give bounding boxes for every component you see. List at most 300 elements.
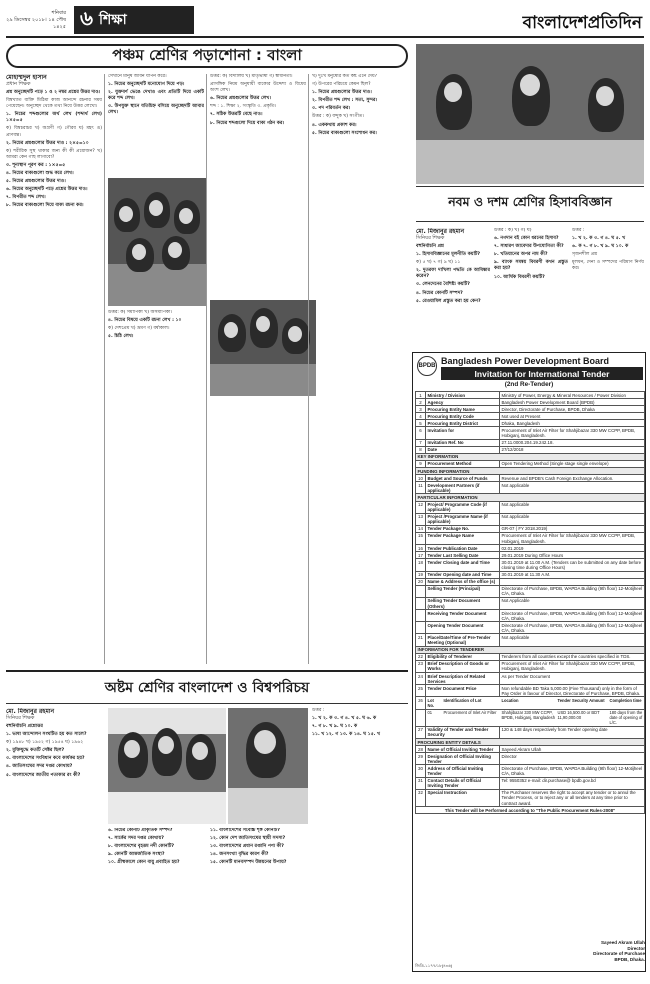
tender-cell: Selling Tender (Principal) xyxy=(426,585,500,597)
signer-place: BPDB, Dhaka. xyxy=(614,956,645,962)
photo-face xyxy=(168,242,182,258)
accounting-col1-paragraph: ২. দুতরফা দাখিলা পদ্ধতি কে আবিষ্কার করেন? xyxy=(416,268,490,280)
tender-cell xyxy=(416,597,426,609)
tender-cell: Directorate of Purchase, BPDB, WAPDA Building (9th floor) 12-Motijheel C/A, Dhaka. xyxy=(500,765,645,777)
tender-cell: The Purchaser reserves the right to accept any tender or to annul the Tender Process, or to reject any or all tenders at any time prior to contract award. xyxy=(500,789,645,806)
bangla-col2b-paragraph: ৫. চিঠি লেখ। xyxy=(108,334,134,340)
tender-row xyxy=(416,777,645,789)
tender-org: Bangladesh Power Development Board xyxy=(441,356,610,366)
accounting-col3-paragraph: ৬. ক ৭. গ ৮. খ ৯. ঘ ১০. ক xyxy=(572,244,629,250)
tender-cell: Tender Closing date and Time xyxy=(426,559,500,571)
tender-cell: 27.11.0000.204.19.242.18. xyxy=(500,439,645,446)
photo-face xyxy=(288,326,302,342)
geo-col3-paragraph: ১৪. জনসংখ্যা বৃদ্ধির কারণ কী? xyxy=(210,852,269,858)
accounting-col-2 xyxy=(494,228,568,348)
tender-footer xyxy=(415,940,645,969)
bangla-col1-paragraph: বিশ্বখ্যাত ব্যক্তি মিঠিমা কাজ আনন্দে রচনার সময় পেয়েছেন। অনুচ্ছেদ থেকে তথ্য নিয়ে উত্তর লেখো। xyxy=(6,98,102,110)
accounting-col2-paragraph: ৯. ব্যাংক সমন্বয় বিবরণী কখন প্রস্তুত করা হয়? xyxy=(494,260,568,272)
tender-cell: Revenue and BPDB's Cash Foreign Exchange Allocation. xyxy=(500,475,645,482)
issue-date: ২৯ ডিসেম্বর ২০১৮। ১৪ পৌষ ১৪২৫ xyxy=(6,17,66,30)
geo-col2-paragraph: ৮. বাংলাদেশের বৃহত্তম নদী কোনটি? xyxy=(108,844,175,850)
tender-cell: 7 xyxy=(416,439,426,446)
photo-desk xyxy=(228,788,308,824)
tender-cell: Special Instruction xyxy=(426,789,500,806)
student-writing-photo xyxy=(228,708,308,824)
tender-cell: 13 xyxy=(416,513,426,525)
photo-face xyxy=(149,200,163,216)
accounting-col-1-body xyxy=(416,244,490,305)
tender-cell: 30 xyxy=(416,765,426,777)
tender-cell: 17 xyxy=(416,552,426,559)
tender-section-label: FUNDING INFORMATION xyxy=(416,468,645,475)
tender-cell xyxy=(426,697,645,709)
bangla-col3-paragraph: উত্তর: ক) বিদ্যালয় খ) মাতৃভাষা গ) স্বাধীনতা। xyxy=(210,74,293,79)
tender-table xyxy=(415,391,645,814)
tender-footer-note-row xyxy=(416,807,645,814)
bangla-col3-paragraph: প্রাসঙ্গিক নিয়ম অনুযায়ী বাক্যের উদ্দেশ্য ও বিধেয় অংশ লেখ। xyxy=(210,82,306,94)
accounting-col2-paragraph: উত্তর : ক) খ) গ) ঘ) xyxy=(494,228,532,233)
tender-row xyxy=(416,559,645,571)
bangla-col1-paragraph: ১. নিচের শব্দগুলোর অর্থ লেখ (শব্দার্থ লেখ) ১×৫=৫ xyxy=(6,112,102,124)
tender-cell: Procuring Entity Code xyxy=(426,413,500,420)
tender-cell: Directorate of Purchase, BPDB, WAPDA Building (9th floor) 12-Motijheel C/A, Dhaka. xyxy=(500,622,645,634)
bangla-col-3-body xyxy=(210,74,306,127)
section-tag xyxy=(74,6,194,34)
tender-row xyxy=(416,446,645,453)
tender-lot-row xyxy=(416,709,645,726)
geo-author-role: সিনিয়র শিক্ষক xyxy=(6,715,35,721)
tender-cell: Selling Tender Document (Others) xyxy=(426,597,500,609)
tender-cell: Tender Package Name xyxy=(426,532,500,544)
geo-col3-paragraph: ১৩. বাংলাদেশের প্রধান রপ্তানি পণ্য কী? xyxy=(210,844,284,850)
exam-hall-photo xyxy=(416,44,644,184)
tender-lot-field: Lot No. xyxy=(427,697,435,708)
tender-cell: 29 xyxy=(416,753,426,765)
bangla-col2-paragraph: ১. নিচের অনুচ্ছেদটি মনোযোগ দিয়ে পড়। xyxy=(108,82,185,88)
tender-cell: Date xyxy=(426,446,500,453)
bangla-col4-paragraph: ৪. এককথায় প্রকাশ কর। xyxy=(312,122,357,128)
tender-header xyxy=(413,353,645,389)
tender-cell: Ministry of Power, Energy & Mineral Resources / Power Division xyxy=(500,392,645,399)
bangla-col3-paragraph: ৭. সঠিক উত্তরটি বেছে নাও। xyxy=(210,112,263,118)
tender-row xyxy=(416,610,645,622)
tender-row xyxy=(416,571,645,578)
tender-cell: 4 xyxy=(416,413,426,420)
tender-lot-field: USD 16,500.00 or BDT 11,90,000.00 xyxy=(557,710,600,721)
tender-cell: Dhaka, Bangladesh xyxy=(500,420,645,427)
tender-row xyxy=(416,653,645,660)
tender-lot-field: Identification of Lot xyxy=(443,697,482,703)
tender-cell: Not applicable xyxy=(500,482,645,494)
tender-cell: 11 xyxy=(416,482,426,494)
tender-section-row xyxy=(416,646,645,653)
tender-cell: Brief Description of Goods or Works xyxy=(426,660,500,672)
tender-cell xyxy=(416,622,426,634)
accounting-col-3-body xyxy=(572,228,644,273)
tender-cell: Budget and Source of Funds xyxy=(426,475,500,482)
tender-cell: 5 xyxy=(416,420,426,427)
tender-cell: Contact Details of Official Inviting Tender xyxy=(426,777,500,789)
tender-cell: Tel: 9550352 e-mail: dir.purchase@ bpdb.gov.bd xyxy=(500,777,645,789)
tender-row xyxy=(416,439,645,446)
accounting-col3-paragraph: উত্তর : xyxy=(572,228,585,233)
tender-lot-field: Completion time xyxy=(609,697,642,703)
bangla-col2-paragraph: সেখানে মানুষ জীবন যাপন করে। xyxy=(108,74,167,79)
tender-cell: 21 xyxy=(416,634,426,646)
bangla-col-2-body xyxy=(108,74,204,117)
geo-col-3-body xyxy=(210,828,306,866)
tender-section-row xyxy=(416,453,645,460)
tender-cell: Open Tendering Method (Single stage single envelope) xyxy=(500,460,645,467)
column-rule xyxy=(308,74,309,664)
bangla-col1-paragraph: ৬. নিচের অনুচ্ছেদটি পড়ে প্রশ্নের উত্তর দাও। xyxy=(6,187,88,193)
tender-cell: 23 xyxy=(416,660,426,672)
masthead xyxy=(6,4,644,38)
tender-cell: 10 xyxy=(416,475,426,482)
photo-face xyxy=(224,322,238,338)
tender-lot-field: Tender Security Amount xyxy=(557,697,605,703)
bangla-col-4-body xyxy=(312,74,408,137)
tender-subtitle: (2nd Re-Tender) xyxy=(504,381,554,388)
tender-cell: Procurement of Inlet Air Filter for Shahjibazar 330 MW CCPP, BPDB, Hobiganj, Bangladesh. xyxy=(500,660,645,672)
geo-col2-paragraph: ৯. কোনটি আন্তর্জাতিক সংস্থা? xyxy=(108,852,165,858)
accounting-col2-paragraph: ১০. আর্থিক বিবরণী কয়টি? xyxy=(494,274,545,280)
tender-row xyxy=(416,525,645,532)
signer-title: Director xyxy=(627,945,645,951)
geo-col2-paragraph: ৭. সার্কের সদর দপ্তর কোথায়? xyxy=(108,836,164,842)
accounting-author-role: সিনিয়র শিক্ষক xyxy=(416,235,445,241)
tender-cell: Opening Tender Document xyxy=(426,622,500,634)
girls-photo xyxy=(108,708,226,824)
classroom-photo xyxy=(108,178,206,306)
accounting-col1-paragraph: ৫. রেওয়ামিল প্রস্তুত করা হয় কেন? xyxy=(416,298,481,304)
tender-cell xyxy=(426,709,645,726)
date-block xyxy=(6,10,66,31)
signer-office: Directorate of Purchase xyxy=(593,951,645,957)
bangla-col2b-paragraph: ৪. নিচের বিষয়ে একটি রচনা লেখ : ১০ xyxy=(108,318,182,324)
tender-row xyxy=(416,673,645,685)
tender-cell: Tender Document Price xyxy=(426,685,500,697)
geo-col4-paragraph: ১১. খ ১২. গ ১৩. ক ১৪. ঘ ১৫. খ xyxy=(312,732,381,738)
accounting-col-3 xyxy=(572,228,644,348)
tender-lot-field: Location xyxy=(501,697,519,703)
issue-day: শনিবার xyxy=(51,10,66,16)
bangla-col2-paragraph: ৩. উপযুক্ত স্থানে যতিচিহ্ন বসিয়ে অনুচ্ছেদটি আবার লেখ। xyxy=(108,104,204,116)
tender-cell: Agency xyxy=(426,399,500,406)
tender-row xyxy=(416,460,645,467)
geo-col-4-body xyxy=(312,708,408,738)
bangla-col1-paragraph: ক) শরীরিক সুস্থ থাকার জন্য কী কী প্রয়োজন? খ) আমরা কেন গাছ লাগাবো? xyxy=(6,148,102,160)
bangla-col-1-body xyxy=(6,90,102,210)
tender-cell: Designation of Official Inviting Tender xyxy=(426,753,500,765)
bangla-author-role: প্রধান শিক্ষক xyxy=(6,81,31,87)
bangla-col4-paragraph: ২. বিপরীত শব্দ লেখ : সত্য, সুন্দর। xyxy=(312,98,378,104)
tender-cell: 26 xyxy=(416,697,426,709)
geo-col3-paragraph: ১৫. কোনটি মানবসম্পদ উন্নয়নের উপায়? xyxy=(210,860,287,866)
bangla-col1-paragraph: ক) বিশ্বচরাচর খ) অগ্রণী গ) গৌরব ঘ) মহৎ ঙ) প্রাণবন্ত। xyxy=(6,126,102,138)
bangla-col-2b-body xyxy=(108,310,204,340)
geo-col1-paragraph: ৫. বাংলাদেশের জাতীয় পতাকার রং কী? xyxy=(6,772,81,778)
tender-cell: Procurement of Inlet Air Filter for Shahjibazar 330 MW CCPP, BPDB, Hobiganj, Bangladesh. xyxy=(500,532,645,544)
tender-notice xyxy=(412,352,646,972)
geo-col1-paragraph: ৩. বাংলাদেশের সংবিধান কবে কার্যকর হয়? xyxy=(6,756,85,762)
photo-face xyxy=(444,82,462,102)
tender-row xyxy=(416,660,645,672)
accounting-col3-paragraph: মূলধন, দেনা ও সম্পদের পরিমাণ নির্ণয় কর। xyxy=(572,260,644,272)
tender-cell: Development Partners (if applicable) xyxy=(426,482,500,494)
bangla-col-2-top xyxy=(108,74,204,174)
tender-row xyxy=(416,634,645,646)
tender-cell: 16 xyxy=(416,545,426,552)
tender-cell: Tender Last Selling Date xyxy=(426,552,500,559)
column-rule xyxy=(206,74,207,664)
tender-cell: 29.01.2019 During Office Hours xyxy=(500,552,645,559)
students-photo xyxy=(210,300,316,396)
section-name: শিক্ষা xyxy=(99,12,127,28)
tender-cell: Not Applicable xyxy=(500,597,645,609)
tender-lot-field: Shahjibazar 330 MW CCPP, BPDB, Hobiganj, Bangladesh xyxy=(501,710,555,721)
tender-cell: 27 xyxy=(416,726,426,738)
bangla-col-4 xyxy=(312,74,408,664)
photo-face xyxy=(256,316,270,332)
tender-row xyxy=(416,482,645,494)
bangla-col4-paragraph: গ) উপরের পরিচয়ে কেমন ছিল? xyxy=(312,82,371,88)
accounting-col2-paragraph: ৮. খতিয়ানের অপর নাম কী? xyxy=(494,252,548,258)
bangla-col4-paragraph: উত্তর : ক) বন্দুক খ) সংগীত। xyxy=(312,114,364,120)
tender-row xyxy=(416,475,645,482)
bangla-col4-paragraph: ১. নিচের প্রশ্নগুলোর উত্তর দাও। xyxy=(312,90,372,96)
photo-face xyxy=(119,206,133,222)
tender-cell xyxy=(500,578,645,585)
geo-author: মো. মিজানুর রহমান xyxy=(6,708,55,715)
tender-cell: Brief Description of Related Services xyxy=(426,673,500,685)
bangla-col4-paragraph: ৩. পদ পরিবর্তন কর। xyxy=(312,106,351,112)
photo-uniforms xyxy=(108,792,226,824)
accounting-col1-paragraph: ১. হিসাববিজ্ঞানের মূলনীতি কয়টি? xyxy=(416,252,481,258)
tender-cell: Address of Official Inviting Tender xyxy=(426,765,500,777)
geo-col2-paragraph: ৬. নিচের কোনটি প্রাকৃতিক সম্পদ? xyxy=(108,828,173,833)
accounting-col-2-body xyxy=(494,228,568,281)
accounting-col1-paragraph: বহুনির্বাচনি প্রশ্ন xyxy=(416,244,444,249)
tender-section-label: KEY INFORMATION xyxy=(416,453,645,460)
tender-cell: Director, Directorate of Purchase, BPDB, Dhaka xyxy=(500,406,645,413)
tender-row xyxy=(416,532,645,544)
tender-cell: Director xyxy=(500,753,645,765)
tender-cell: 30.01.2019 at 11.30 A.M. xyxy=(500,571,645,578)
tender-cell: 28 xyxy=(416,746,426,753)
signer-name: Sayeed Akram Ullah xyxy=(600,940,645,946)
tender-row xyxy=(416,685,645,697)
accounting-author: মো. মিজানুর রহমান xyxy=(416,228,465,235)
tender-row xyxy=(416,552,645,559)
tender-row xyxy=(416,789,645,806)
accounting-col2-paragraph: ৭. সাধারণ জাবেদার উপযোগিতা কী? xyxy=(494,244,564,250)
tender-row xyxy=(416,406,645,413)
tender-cell: As per Tender Document xyxy=(500,673,645,685)
geo-col4-paragraph: উত্তর : xyxy=(312,708,325,713)
bangla-col3-paragraph: ৮. নিচের শব্দগুলো দিয়ে বাক্য গঠন কর। xyxy=(210,120,285,126)
tender-row xyxy=(416,622,645,634)
geo-col1-paragraph: ২. মুক্তিযুদ্ধে কতটি সেক্টর ছিল? xyxy=(6,748,65,754)
geo-col3-paragraph: ১২. কোন দেশ জাতিসংঘের স্থায়ী সদস্য? xyxy=(210,836,286,842)
bangla-col4-paragraph: ৫. নিচের বাক্যগুলো সংশোধন কর। xyxy=(312,130,377,136)
geo-col-2-body xyxy=(108,828,204,866)
accounting-col-1 xyxy=(416,228,490,348)
tender-cell: 32 xyxy=(416,789,426,806)
photo-face xyxy=(254,730,276,754)
tender-cell: 120 & 148 days respectively from Tender opening date xyxy=(500,726,645,738)
page-number: ৬ xyxy=(80,5,94,30)
geo-col-1 xyxy=(6,708,102,978)
tender-section-row xyxy=(416,494,645,501)
tender-cell: 8 xyxy=(416,446,426,453)
geo-col-2 xyxy=(108,828,204,978)
photo-desks xyxy=(108,264,206,306)
tender-row xyxy=(416,501,645,513)
bangla-col3-paragraph: শব্দ : ১. শিক্ষা ২. সংস্কৃতি ৩. প্রকৃতি। xyxy=(210,104,277,110)
tender-cell: Project/ Programme Code (if applicable) xyxy=(426,501,500,513)
accounting-col1-paragraph: ৪. নিচের কোনটি সম্পদ? xyxy=(416,290,463,296)
tender-section-label: INFORMATION FOR TENDERER xyxy=(416,646,645,653)
tender-cell: Procuring Entity District xyxy=(426,420,500,427)
tender-row xyxy=(416,399,645,406)
bangla-col2b-paragraph: উত্তর: ক) সমাপিকা খ) অসমাপিকা। xyxy=(108,310,173,315)
tender-cell xyxy=(416,585,426,597)
bangla-col1-paragraph: ৫. নিচের প্রশ্নগুলোর উত্তর দাও। xyxy=(6,179,66,185)
tender-cell: Tender Publication Date xyxy=(426,545,500,552)
bangla-col1-paragraph: প্রশ্ন অনুচ্ছেদটি পড়ে ১ ও ২ নম্বর প্রশ্নের উত্তর দাও। xyxy=(6,90,101,95)
tender-cell: Name of Official Inviting Tender xyxy=(426,746,500,753)
tender-row xyxy=(416,746,645,753)
bangla-col1-paragraph: ৪. নিচের বাক্যগুলো শুদ্ধ করে লেখ। xyxy=(6,171,74,177)
photo-face xyxy=(132,244,146,260)
tender-cell: 20 xyxy=(416,578,426,585)
tender-row xyxy=(416,413,645,420)
tender-cell: GR-07 ( FY 2018.2019) xyxy=(500,525,645,532)
tender-cell: Place/Date/Time of Pre-Tender Meeting (Optional) xyxy=(426,634,500,646)
tender-section-label: PROCURING ENTITY DETAILS xyxy=(416,739,645,746)
tender-cell: Not applicable xyxy=(500,501,645,513)
tender-cell: Procuring Entity Name xyxy=(426,406,500,413)
tender-cell xyxy=(416,610,426,622)
bangla-col-2-bottom xyxy=(108,310,204,664)
tender-section-row xyxy=(416,468,645,475)
logo-emblem-icon: BPDB xyxy=(417,356,437,376)
tender-cell: 27/12/2018 xyxy=(500,446,645,453)
tender-cell: 2 xyxy=(416,399,426,406)
tender-footer-note: This Tender will be Performed according to "The Public Procurement Rules-2008" xyxy=(416,807,645,814)
tender-cell: Eligibility of Tenderer xyxy=(426,653,500,660)
geo-col1-paragraph: ১. ভাষা আন্দোলন সংঘটিত হয় কত সালে? xyxy=(6,732,87,738)
tender-cell: 12 xyxy=(416,501,426,513)
ad-code: জিডি-১১৭৭/১৮(৪×৬) xyxy=(415,963,453,969)
photo-face xyxy=(192,742,208,760)
bangla-col1-paragraph: ৩. শূন্যস্থান পূরণ কর : ১×৫=৫ xyxy=(6,162,66,168)
tender-lot-field: Procurement of Inlet Air Filter xyxy=(443,710,497,716)
tender-cell: Project /Programme Name (if applicable) xyxy=(426,513,500,525)
bangla-author: মোহাম্মদুল হাসান xyxy=(6,74,47,81)
tender-row xyxy=(416,726,645,738)
tender-cell: Non refundable BD Taka 5,000.00 (Five Thousand) only in the form of Pay Order in favour of Director, Directorate of Purchase, BPDB, Dhaka. xyxy=(500,685,645,697)
tender-cell: Tender Package No. xyxy=(426,525,500,532)
tender-cell: 30.01.2019 at 11.00 A.M. (Tenders can be submitted on any date before closing time during Office Hours) xyxy=(500,559,645,571)
tender-cell: 9 xyxy=(416,460,426,467)
tender-cell xyxy=(416,709,426,726)
tender-cell: 15 xyxy=(416,532,426,544)
photo-face xyxy=(596,86,614,106)
accounting-heading: নবম ও দশম শ্রেণির হিসাববিজ্ঞান xyxy=(416,186,644,222)
geo-intro: বহুনির্বাচনি প্রশ্নোত্তর xyxy=(6,724,43,729)
bangla-col4-paragraph: খ) দুঃখ মনুষ্যের কত কষ্ট এনে দেয়? xyxy=(312,74,378,79)
photo-face xyxy=(158,736,174,754)
tender-title: Invitation for International Tender xyxy=(441,367,643,380)
tender-cell: Directorate of Purchase, BPDB, WAPDA Building (9th floor) 12-Motijheel C/A, Dhaka. xyxy=(500,610,645,622)
bangla-col1-paragraph: ৭. বিপরীত শব্দ লেখ। xyxy=(6,195,46,201)
bangla-col-1 xyxy=(6,74,102,664)
tender-cell: Directorate of Purchase, BPDB, WAPDA Building (9th floor) 12-Motijheel C/A, Dhaka. xyxy=(500,585,645,597)
geo-col4-paragraph: ১. খ ২. ক ৩. গ ৪. খ ৫. ঘ ৬. ক xyxy=(312,716,377,722)
bangla-col2b-paragraph: ক) দেশপ্রেম খ) ভ্রমণ গ) বর্ষাকাল। xyxy=(108,326,170,332)
tender-cell: 1 xyxy=(416,392,426,399)
bangla-section-heading: পঞ্চম শ্রেণির পড়াশোনা : বাংলা xyxy=(6,44,408,68)
tender-cell: Bangladesh Power Development Board (BPDB) xyxy=(500,399,645,406)
tender-cell: Sayeed Akram Ullah xyxy=(500,746,645,753)
tender-cell: Not applicable xyxy=(500,634,645,646)
tender-cell: 19 xyxy=(416,571,426,578)
tender-section-label: PARTICULAR INFORMATION xyxy=(416,494,645,501)
tender-cell: 31 xyxy=(416,777,426,789)
tender-lot-field: 01 xyxy=(427,710,433,716)
accounting-col2-paragraph: ৬. নগদান বই কোন ধরনের হিসাব? xyxy=(494,236,559,242)
tender-row xyxy=(416,392,645,399)
geo-col-3 xyxy=(210,828,306,978)
accounting-col1-paragraph: ক) ৫ খ) ৭ গ) ৯ ঘ) ১১ xyxy=(416,260,461,266)
tender-cell: Name & Address of the office (s) xyxy=(426,578,500,585)
photo-desks xyxy=(416,140,644,184)
geo-col4-paragraph: ৭. গ ৮. খ ৯. ঘ ১০. ক xyxy=(312,724,358,730)
bangla-col2-paragraph: ২. যুক্তবর্ণ ভেঙে দেখাও এবং প্রতিটি দিয়ে একটি করে শব্দ লেখ। xyxy=(108,90,204,102)
tender-cell: 24 xyxy=(416,673,426,685)
tender-section-row xyxy=(416,739,645,746)
bangla-col1-paragraph: ৮. নিচের বাক্যগুলো দিয়ে বাক্য রচনা কর। xyxy=(6,203,84,209)
tender-cell: Receiving Tender Document xyxy=(426,610,500,622)
accounting-col3-paragraph: ১. খ ২. ক ৩. গ ৪. ঘ ৫. খ xyxy=(572,236,626,242)
photo-face xyxy=(179,208,193,224)
accounting-col1-paragraph: ৩. লেনদেনের বৈশিষ্ট্য কয়টি? xyxy=(416,282,470,288)
tender-cell: Tenderers from all countries except the countries specified in TDS. xyxy=(500,653,645,660)
tender-cell: Not applicable xyxy=(500,513,645,525)
tender-lot-field: 180 days from the date of opening of L/C. xyxy=(609,710,643,726)
geo-col2-paragraph: ১০. গ্রীষ্মকালে কোন বায়ু প্রবাহিত হয়? xyxy=(108,860,180,866)
tender-row xyxy=(416,545,645,552)
tender-cell: 18 xyxy=(416,559,426,571)
geo-col1-paragraph: ৪. জাতিসংঘের সদর দপ্তর কোথায়? xyxy=(6,764,73,770)
tender-cell: Validity of Tender and Tender Security xyxy=(426,726,500,738)
tender-cell: 22 xyxy=(416,653,426,660)
tender-cell: Procurement Method xyxy=(426,460,500,467)
tender-cell: Tender Opening date and Time xyxy=(426,571,500,578)
tender-cell: Invitation Ref. No xyxy=(426,439,500,446)
tender-cell: Procurement of Inlet Air Filter for Shahjibazar 330 MW CCPP, BPDB, Hobiganj, Bangladesh. xyxy=(500,427,645,439)
tender-row xyxy=(416,753,645,765)
tender-cell: 14 xyxy=(416,525,426,532)
tender-row xyxy=(416,420,645,427)
column-rule xyxy=(104,74,105,664)
bangla-col3-paragraph: ৬. নিচের প্রশ্নগুলোর উত্তর লেখ। xyxy=(210,96,271,102)
tender-row xyxy=(416,578,645,585)
bangla-col1-paragraph: ২. নিচের প্রশ্নগুলোর উত্তর দাও : ২×৫=১০ xyxy=(6,140,89,146)
tender-cell: Invitation for xyxy=(426,427,500,439)
